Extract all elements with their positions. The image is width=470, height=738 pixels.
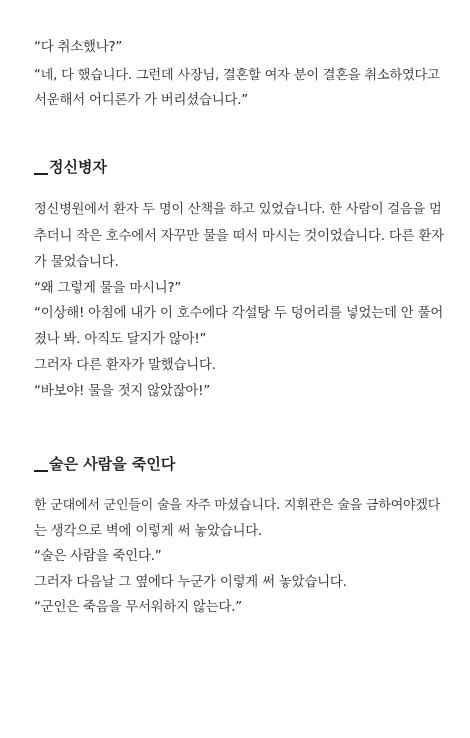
story3-line-1: 한 군대에서 군인들이 술을 자주 마셨습니다. 지휘관은 술을 금하여야겠다: [34, 498, 441, 513]
story3-line-4: 그러자 다음날 그 옆에다 누군가 이렇게 써 놓았습니다.: [34, 575, 347, 590]
story2-line-4: “왜 그렇게 물을 마시니?”: [34, 281, 182, 296]
story2-line-2: 추더니 작은 호수에서 자꾸만 물을 떠서 마시는 것이었습니다. 다른 환자: [34, 229, 444, 244]
story2-line-6: 졌나 봐. 아직도 달지가 않아!”: [34, 332, 207, 347]
story2-heading-text: 정신병자: [49, 158, 107, 176]
story3-heading: [34, 454, 175, 474]
story2-line-3: 가 물었습니다.: [34, 255, 119, 270]
heading-dash: [34, 173, 48, 175]
story2-line-1: 정신병원에서 환자 두 명이 산책을 하고 있었습니다. 한 사람이 걸음을 멈: [34, 202, 442, 217]
story3-line-5: “군인은 죽음을 무서워하지 않는다.”: [34, 600, 242, 615]
story3-heading-text: 술은 사람을 죽인다: [49, 455, 176, 473]
story2-line-8: “바보야! 물을 젓지 않았잖아!”: [34, 384, 211, 399]
story2-line-7: 그러자 다른 환자가 말했습니다.: [34, 358, 216, 373]
story1-line-2: “네, 다 했습니다. 그런데 사장님, 결혼할 여자 분이 결혼을 취소하였다고: [34, 68, 440, 83]
heading-dash: [34, 470, 48, 472]
story3-line-3: “술은 사람을 죽인다.”: [34, 549, 162, 564]
story2-line-5: “이상해! 아침에 내가 이 호수에다 각설탕 두 덩어리를 넣었는데 안 풀어: [34, 306, 444, 321]
story3-line-2: 는 생각으로 벽에 이렇게 써 놓았습니다.: [34, 524, 263, 539]
story1-line-1: “다 취소했나?”: [34, 40, 123, 55]
story1-line-3: 서운해서 어디론가 가 버리셨습니다.”: [34, 93, 248, 108]
story2-heading: [34, 157, 107, 177]
